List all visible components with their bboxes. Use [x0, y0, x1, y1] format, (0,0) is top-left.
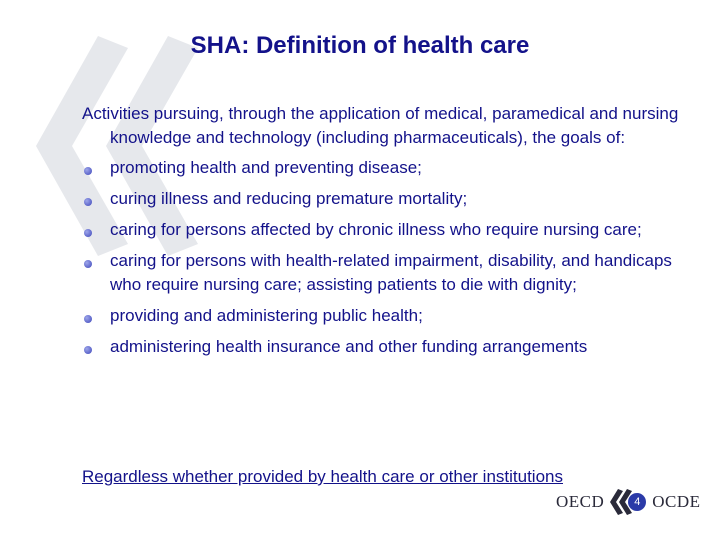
list-item — [82, 156, 692, 180]
oecd-chevron-icon — [608, 488, 648, 516]
list-item-text: providing and administering public health; — [110, 306, 423, 325]
slide-body — [82, 102, 692, 366]
bullet-icon — [84, 315, 92, 323]
list-item — [82, 187, 692, 211]
bullet-icon — [84, 198, 92, 206]
goals-list — [82, 156, 692, 359]
logo-text-oecd: OECD — [556, 492, 605, 511]
list-item-text: curing illness and reducing premature mortality; — [110, 189, 468, 208]
logo-text-ocde: OCDE — [652, 492, 701, 511]
list-item-text: promoting health and preventing disease; — [110, 158, 422, 177]
list-item — [82, 218, 692, 242]
bullet-icon — [84, 346, 92, 354]
list-item — [82, 335, 692, 359]
list-item — [82, 304, 692, 328]
list-item-text: caring for persons affected by chronic illness who require nursing care; — [110, 220, 642, 239]
bullet-icon — [84, 229, 92, 237]
oecd-logo — [556, 488, 701, 516]
page-number: 4 — [628, 493, 646, 511]
list-item-text: caring for persons with health-related impairment, disability, and handicaps who require nursing care; assisting patients to die with dignity; — [110, 251, 672, 294]
bullet-icon — [84, 167, 92, 175]
list-item — [82, 249, 692, 297]
slide-title: SHA: Definition of health care — [190, 32, 530, 59]
footer-note-link[interactable]: Regardless whether provided by health care or other institutions — [82, 467, 563, 486]
intro-paragraph: Activities pursuing, through the application of medical, paramedical and nursing knowledge and technology (including pharmaceuticals), the goals of: — [82, 104, 679, 147]
list-item-text: administering health insurance and other funding arrangements — [110, 337, 588, 356]
bullet-icon — [84, 260, 92, 268]
